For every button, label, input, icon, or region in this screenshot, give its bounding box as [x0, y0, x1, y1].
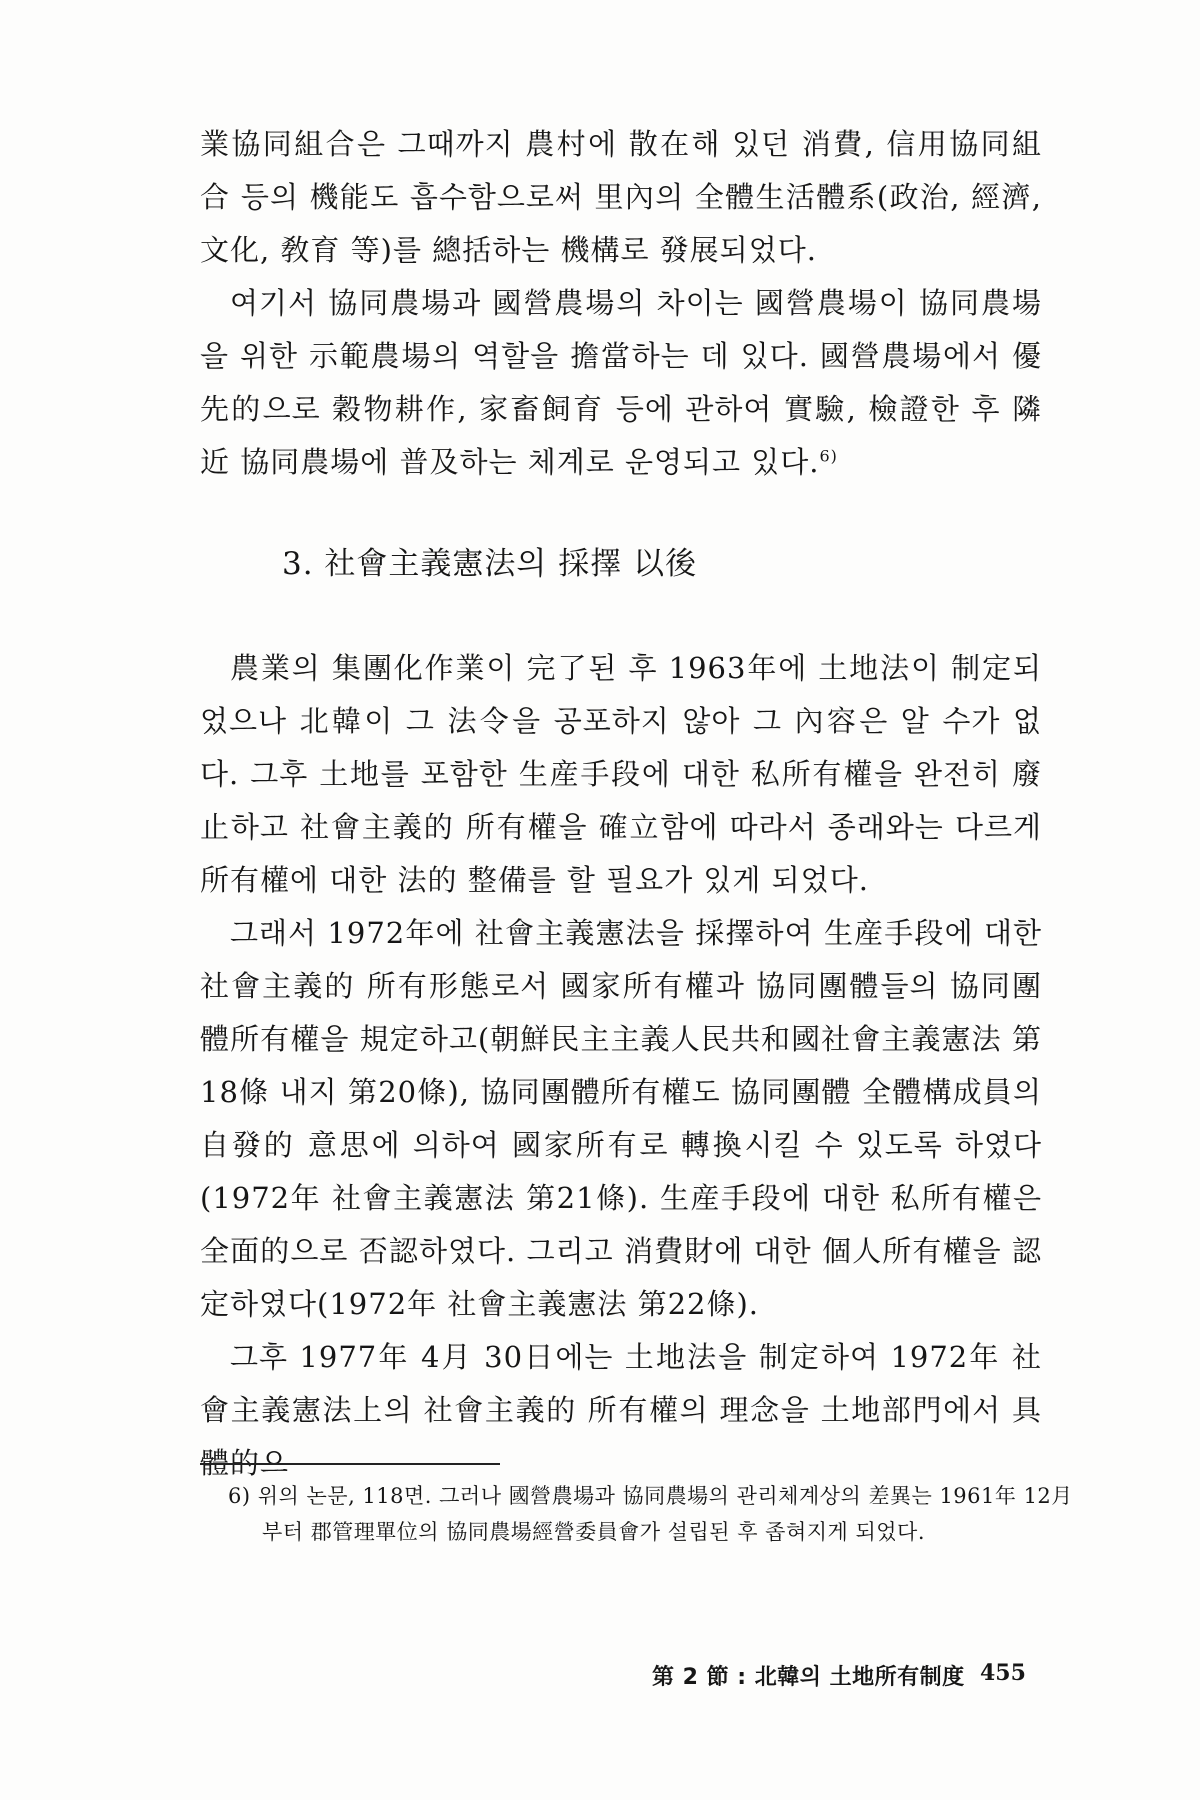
footnote: [228, 1478, 1074, 1550]
running-footer-title: 第 2 節 : 北韓의 土地所有制度: [652, 1665, 965, 1690]
page-number: 455: [980, 1660, 1026, 1686]
paragraph-text: 여기서 協同農場과 國營農場의 차이는 國營農場이 協同農場을 위한 示範農場의 역할을 擔當하는 데 있다. 國營農場에서 優先的으로 穀物耕作, 家畜飼育 등에 관하여 實驗, 檢證한 후 隣近 協同農場에 普及하는 체계로 운영되고 있다.: [200, 286, 1042, 479]
footnote-text: 위의 논문, 118면. 그러나 國營農場과 協同農場의 관리체계상의 差異는 1961年 12月부터 郡管理單位의 協同農場經營委員會가 설립된 후 좁혀지게 되었다.: [257, 1484, 1073, 1544]
paragraph: 農業의 集團化作業이 完了된 후 1963年에 土地法이 制定되었으나 北韓이 그 法令을 공포하지 않아 그 內容은 알 수가 없다. 그후 土地를 포함한 生産手段에 대한 私所有權을 완전히 廢止하고 社會主義的 所有權을 確立함에 따라서 종래와는 다르게 所有權에 대한 法的 整備를 할 필요가 있게 되었다.: [200, 651, 1042, 897]
section-heading: 3. 社會主義憲法의 採擇 以後: [282, 546, 698, 582]
paragraph: 그후 1977年 4月 30日에는 土地法을 制定하여 1972年 社會主義憲法上의 社會主義的 所有權의 理念을 土地部門에서 具體的으: [200, 1340, 1042, 1480]
paragraph: [200, 277, 1042, 489]
paragraph: 그래서 1972年에 社會主義憲法을 採擇하여 生産手段에 대한 社會主義的 所有形態로서 國家所有權과 協同團體들의 協同團體所有權을 規定하고(朝鮮民主主義人民共和國社會主義憲法 第18條 내지 第20條), 協同團體所有權도 協同團體 全體構成員의 自發的 意思에 의하여 國家所有로 轉換시킬 수 있도록 하였다(1972年 社會主義憲法 第21條). 生産手段에 대한 私所有權은 全面的으로 否認하였다. 그리고 消費財에 대한 個人所有權을 認定하였다(1972年 社會主義憲法 第22條).: [200, 916, 1042, 1321]
footnote-marker: 6): [228, 1484, 251, 1508]
paragraph-text: 業協同組合은 그때까지 農村에 散在해 있던 消費, 信用協同組合 등의 機能도 흡수함으로써 里內의 全體生活體系(政治, 經濟, 文化, 敎育 等)를 總括하는 機構로 發展되었다.: [200, 127, 1042, 267]
footnote-divider: [200, 1463, 500, 1465]
body-text-lower: [200, 642, 1042, 1490]
paragraph: [200, 118, 1042, 277]
body-text-upper: [200, 118, 1042, 489]
footnote-reference[interactable]: 6): [819, 446, 838, 466]
